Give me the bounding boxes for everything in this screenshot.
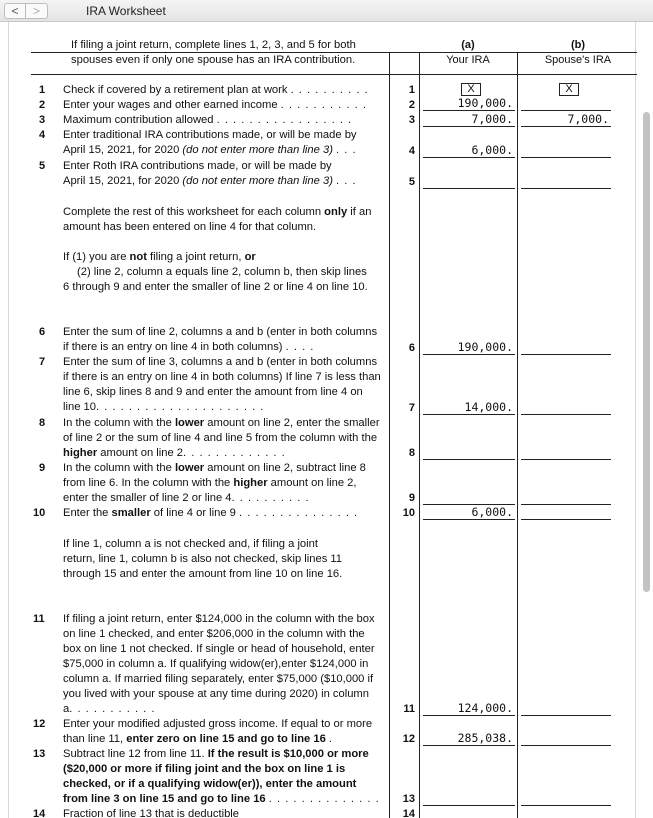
column-divider-a (419, 52, 420, 818)
line-8-text (63, 416, 381, 461)
line-4-label-note: (do not enter more than line 3) (182, 144, 333, 156)
skip-note-or: or (244, 251, 256, 263)
line-6-number: 6 (39, 326, 46, 338)
line-4-ref: 4 (408, 145, 415, 157)
line-4-number: 4 (39, 129, 46, 141)
line-6-ref: 6 (408, 342, 415, 354)
line-12-number: 12 (33, 718, 46, 730)
line-11-label: If filing a joint return, enter $124,000 in the column with the box on line 1 checked, and enter $206,000 in the column with the box on line 1 not checked. If single or head of household, enter $75,000 in column a. If qualifying widow(er),enter $124,000 in column a. If married filing separately, enter $75,000 ($10,000 if you lived with your spouse at any time during 2020) in column a (63, 613, 375, 715)
line-10-ref: 10 (402, 507, 415, 519)
line-1-text (63, 83, 381, 98)
line-1-leader: . . . . . . . . . . (290, 84, 369, 96)
line-11-text (63, 612, 381, 717)
line-5-label-1: Enter Roth IRA contributions made, or will be made by (63, 160, 332, 172)
col-b-name: Spouse's IRA (544, 54, 612, 66)
line-11-number: 11 (33, 613, 45, 625)
skip-note-text-1: If (1) you are (63, 251, 130, 263)
line-5-leader: . . . (336, 175, 357, 187)
col-a-header (421, 38, 515, 68)
line-2-col-b[interactable] (521, 96, 611, 111)
line-7-number: 7 (39, 356, 46, 368)
line-5-col-a[interactable] (423, 174, 515, 189)
col-b-header (519, 38, 637, 68)
skip-note-text-3: (2) line 2, column a equals line 2, column b, then skip lines 6 through 9 and enter the smaller of line 2 or line 4 on line 10. (63, 266, 368, 293)
column-divider-line-numbers (389, 52, 390, 818)
line-13-label-1: Subtract line 12 from line 11. (63, 748, 208, 760)
line-11-ref: 11 (403, 703, 415, 715)
line-1-ref: 1 (408, 84, 415, 96)
window-title: IRA Worksheet (86, 4, 166, 18)
line-9-col-b[interactable] (521, 490, 611, 505)
column-divider-b (517, 52, 518, 818)
line-9-leader: . . . . . . . . . . (231, 492, 310, 504)
line-5-text (63, 159, 381, 189)
line-4-text (63, 128, 381, 158)
line-10-label-1: Enter the (63, 507, 112, 519)
title-bar (0, 0, 653, 22)
line-6-col-b[interactable] (521, 340, 611, 355)
line-4-label-2: April 15, 2021, for 2020 (63, 144, 183, 156)
line-2-label: Enter your wages and other earned income (63, 99, 278, 111)
line-1-col-b-checkbox[interactable]: X (559, 83, 579, 96)
line-8-label-1: In the column with the (63, 417, 175, 429)
line-12-leader: . (328, 733, 333, 745)
line-9-label-2: amount on line 2, subtract line 8 from line 6. In the column with the (63, 462, 366, 489)
line-14-text: Fraction of line 13 that is deductible (63, 808, 239, 818)
line-8-higher: higher (63, 447, 98, 459)
line-9-text (63, 461, 381, 506)
line-8-number: 8 (39, 417, 46, 429)
skip-note-not: not (129, 251, 147, 263)
line-9-label-3: amount on line 2, enter the smaller of line 2 or line 4 (63, 477, 357, 504)
line-12-label-1: Enter your modified adjusted gross income. If equal to or more than line 11, (63, 718, 373, 745)
line-4-leader: . . . (336, 144, 357, 156)
line-1-label: Check if covered by a retirement plan at work (63, 84, 288, 96)
line-8-ref: 8 (408, 447, 415, 459)
line-12-label-bold: enter zero on line 15 and go to line 16 (126, 733, 326, 745)
line-8-label-2: amount on line 2, enter the smaller of line 2 or the sum of line 4 and line 5 from the column with the (63, 417, 380, 444)
complete-rest-note (63, 205, 383, 235)
line-7-leader: . . . . . . . . . . . . . . . . . . . . . (95, 401, 265, 413)
line-8-col-b[interactable] (521, 445, 611, 460)
line-10-col-b[interactable] (521, 505, 611, 520)
line-8-leader: . . . . . . . . . . . . . (183, 447, 286, 459)
line-6-text (63, 325, 381, 355)
line-7-ref: 7 (408, 402, 415, 414)
line-8-lower: lower (174, 417, 205, 429)
line-1-col-a-checkbox[interactable]: X (461, 83, 481, 96)
line-3-col-a[interactable]: 7,000. (423, 112, 515, 127)
line-5-label-note: (do not enter more than line 3) (182, 175, 333, 187)
line-13-col-b[interactable] (521, 791, 611, 806)
line-11-leader: . . . . . . . . . . . (69, 703, 156, 715)
skip-11-15-note: If line 1, column a is not checked and, if filing a joint return, line 1, column b is also not checked, skip lines 11 through 15 and enter the amount from line 10 on line 16. (63, 538, 343, 580)
line-13-col-a[interactable] (423, 791, 515, 806)
line-13-ref: 13 (402, 793, 415, 805)
vertical-scrollbar[interactable] (643, 112, 650, 592)
line-14-ref: 14 (402, 808, 415, 818)
line-5-ref: 5 (408, 176, 415, 188)
line-10-number: 10 (33, 507, 46, 519)
line-7-text (63, 355, 381, 415)
line-10-text (63, 506, 381, 521)
complete-rest-bold: only (324, 206, 348, 218)
line-11-col-b[interactable] (521, 701, 611, 716)
line-13-label-bold: If the result is $10,000 or more ($20,000 or more if filing joint and the box on line 1 is checked, or if a qualifying widow(er)), enter the amount from line 3 on line 15 and go to line 16 (63, 748, 369, 805)
line-5-label-2: April 15, 2021, for 2020 (63, 175, 183, 187)
complete-rest-text-2: if an amount has been entered on line 4 for that column. (63, 206, 372, 233)
line-1-number: 1 (39, 84, 46, 96)
line-6-label: Enter the sum of line 2, columns a and b (enter in both columns if there is an entry on line 4 in both columns) (63, 326, 378, 353)
line-2-col-a[interactable]: 190,000. (423, 96, 515, 111)
line-7-col-b[interactable] (521, 400, 611, 415)
line-3-col-b[interactable]: 7,000. (521, 112, 611, 127)
complete-rest-text-1: Complete the rest of this worksheet for each column (63, 206, 325, 218)
skip-6-9-note (63, 250, 373, 295)
line-12-col-b[interactable] (521, 731, 611, 746)
line-10-col-a[interactable]: 6,000. (423, 505, 515, 520)
line-13-number: 13 (33, 748, 46, 760)
line-13-text (63, 747, 381, 807)
col-b-letter: (b) (570, 39, 586, 51)
line-6-col-a[interactable]: 190,000. (423, 340, 515, 355)
line-7-col-a[interactable]: 14,000. (423, 400, 515, 415)
worksheet-page (8, 22, 636, 818)
line-4-col-a[interactable]: 6,000. (423, 143, 515, 158)
line-8-label-3: amount on line 2 (97, 447, 184, 459)
line-2-number: 2 (39, 99, 46, 111)
line-9-lower: lower (174, 462, 205, 474)
line-10-leader: . . . . . . . . . . . . . . . (239, 507, 359, 519)
line-9-number: 9 (39, 462, 46, 474)
line-4-label-1: Enter traditional IRA contributions made, or will be made by (63, 129, 357, 141)
line-4-col-b[interactable] (521, 143, 611, 158)
skip-note-text-2: filing a joint return, (146, 251, 245, 263)
line-9-ref: 9 (408, 492, 415, 504)
line-3-number: 3 (39, 114, 46, 126)
line-9-col-a[interactable] (423, 490, 515, 505)
line-2-leader: . . . . . . . . . . . (280, 99, 367, 111)
line-3-label: Maximum contribution allowed (63, 114, 214, 126)
line-11-col-a[interactable]: 124,000. (423, 701, 515, 716)
line-12-ref: 12 (402, 733, 415, 745)
line-12-text (63, 717, 381, 747)
line-12-col-a[interactable]: 285,038. (423, 731, 515, 746)
line-2-ref: 2 (408, 99, 415, 111)
line-8-col-a[interactable] (423, 445, 515, 460)
line-3-leader: . . . . . . . . . . . . . . . . . (216, 114, 353, 126)
line-10-label-2: of line 4 or line 9 (150, 507, 236, 519)
line-5-col-b[interactable] (521, 174, 611, 189)
line-7-label: Enter the sum of line 3, columns a and b (enter in both columns if there is an entry on line 4 in both columns) If line 7 is less than line 6, skip lines 8 and 9 and enter the amount from line 4 on line 10 (63, 356, 381, 413)
line-6-leader: . . . . (285, 341, 315, 353)
joint-return-instruction: If filing a joint return, complete lines 1, 2, 3, and 5 for both spouses even if only one spouse has an IRA contribution. (71, 39, 356, 66)
forward-button[interactable]: > (26, 3, 48, 19)
line-2-text (63, 98, 381, 113)
line-9-label-1: In the column with the (63, 462, 175, 474)
header-bottom-rule (31, 74, 637, 75)
line-14-number: 14 (33, 808, 46, 818)
line-5-number: 5 (39, 160, 46, 172)
line-3-ref: 3 (408, 114, 415, 126)
col-a-name: Your IRA (446, 54, 490, 66)
line-3-text (63, 113, 381, 128)
line-13-leader: . . . . . . . . . . . . . . (268, 793, 380, 805)
col-a-letter: (a) (461, 39, 475, 51)
back-button[interactable]: < (4, 3, 26, 19)
line-9-higher: higher (233, 477, 268, 489)
line-10-smaller: smaller (111, 507, 151, 519)
